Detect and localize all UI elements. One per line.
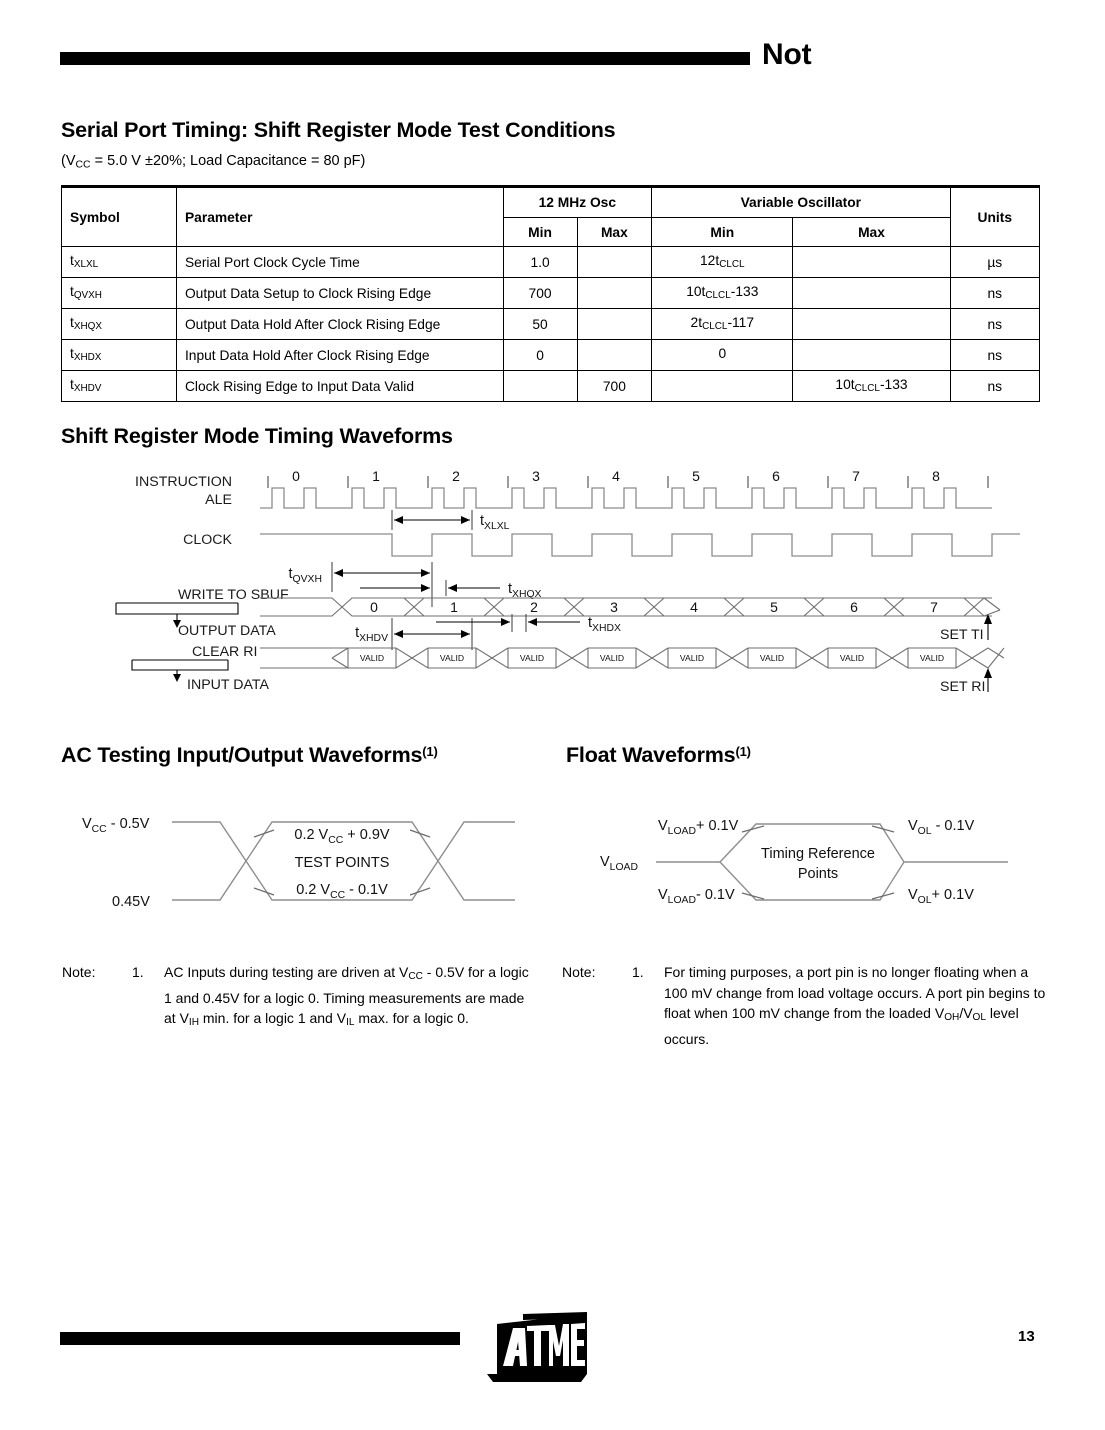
cell-parameter: Clock Rising Edge to Input Data Valid <box>176 371 503 402</box>
write-sbuf-bracket <box>116 603 238 614</box>
cell-units: ns <box>950 340 1039 371</box>
cell-symbol: $t_{QVXH}$ <box>62 278 177 309</box>
note-number: 1. <box>632 964 644 980</box>
timing-parameters-table <box>61 185 1040 402</box>
timing-mark-txhqx: $t_{XHQX}$ <box>508 581 542 600</box>
set-ti-label: SET TI <box>940 627 984 643</box>
instruction-number: 1 <box>372 468 380 484</box>
instruction-cycle-numbers <box>292 468 940 484</box>
input-data-bus <box>260 648 1004 668</box>
ale-waveform <box>260 476 992 508</box>
shift-register-timing-diagram <box>60 462 1040 702</box>
cell-max-12mhz <box>577 278 652 309</box>
waveform-label-ale: ALE <box>205 492 232 508</box>
col-header-variable-oscillator: Variable Oscillator <box>652 187 950 218</box>
valid-cell-label: VALID <box>919 653 945 663</box>
output-data-number: 3 <box>610 599 618 615</box>
waveform-label-output-data: OUTPUT DATA <box>178 623 276 639</box>
table-row <box>62 340 1040 371</box>
valid-cell-label: VALID <box>759 653 785 663</box>
note-text: AC Inputs during testing are driven at $V_{CC} - 0.5V$ for a logic 1 and 0.45V for a logic 0. Timing measurements are made at $V_{IH}$ min. for a logic 1 and $V_{IL}$ max. for a logic 0. <box>164 964 529 1029</box>
ac-testing-heading-text: AC Testing Input/Output Waveforms <box>61 743 423 767</box>
cell-max-12mhz <box>577 309 652 340</box>
valid-cell-label: VALID <box>679 653 705 663</box>
header-rule <box>60 52 750 65</box>
output-data-number: 1 <box>450 599 458 615</box>
cell-parameter: Input Data Hold After Clock Rising Edge <box>176 340 503 371</box>
cell-max-12mhz: 700 <box>577 371 652 402</box>
waveform-label-input-data: INPUT DATA <box>187 677 269 693</box>
cell-max-12mhz <box>577 340 652 371</box>
cell-parameter: Output Data Setup to Clock Rising Edge <box>176 278 503 309</box>
output-data-number: 7 <box>930 599 938 615</box>
float-vol-minus-label: $V_{OL} - 0.1V$ <box>908 818 975 837</box>
timing-mark-txhdv: $t_{XHDV}$ <box>355 625 388 644</box>
ac-low-level-label: 0.45V <box>112 894 150 910</box>
valid-cell-label: VALID <box>839 653 865 663</box>
table-row <box>62 309 1040 340</box>
instruction-number: 8 <box>932 468 940 484</box>
caption-post: = 5.0 V ±20%; Load Capacitance = 80 pF) <box>90 153 366 169</box>
cell-min-12mhz: 1.0 <box>503 247 577 278</box>
float-vload-label: $V_{LOAD}$ <box>600 854 638 873</box>
section-heading-shift-register-waveforms: Shift Register Mode Timing Waveforms <box>61 424 453 448</box>
cell-parameter: Serial Port Clock Cycle Time <box>176 247 503 278</box>
cell-max-variable <box>793 247 950 278</box>
section-caption-conditions <box>61 153 365 170</box>
ac-test-point-high: 0.2 $V_{CC} + 0.9V$ <box>294 827 390 846</box>
col-header-min-variable: Min <box>652 218 793 247</box>
cell-units: ns <box>950 371 1039 402</box>
dimension-tqvxh <box>289 562 430 592</box>
float-vload-minus-label: $V_{LOAD}-$ 0.1V <box>658 887 735 906</box>
cell-min-variable: $10t_{CLCL}-133$ <box>652 278 793 309</box>
section-heading-float-waveforms <box>566 743 751 768</box>
col-header-12mhz-osc: 12 MHz Osc <box>503 187 652 218</box>
atmel-logo <box>483 1312 603 1389</box>
instruction-number: 5 <box>692 468 700 484</box>
clock-waveform <box>260 534 1020 556</box>
waveform-label-clear-ri: CLEAR RI <box>192 644 258 660</box>
output-data-number: 6 <box>850 599 858 615</box>
timing-mark-txlxl: $t_{XLXL}$ <box>480 513 510 532</box>
col-header-units: Units <box>950 187 1039 247</box>
float-center-line2: Points <box>797 866 839 882</box>
float-vload-plus-label: $V_{LOAD}+ 0.1V$ <box>658 818 739 837</box>
clear-ri-arrow-head <box>173 674 181 682</box>
valid-cell-label: VALID <box>359 653 385 663</box>
table-row <box>62 371 1040 402</box>
caption-pre: (V <box>61 153 76 169</box>
dimension-txhdx <box>436 614 621 634</box>
dimension-txlxl <box>392 510 510 532</box>
note-text: For timing purposes, a port pin is no longer floating when a 100 mV change from load voltage occurs. A port pin begins to float when 100 mV change from the loaded $V_{OH}/V_{OL}$ level occurs. <box>664 964 1046 1047</box>
cell-symbol: $t_{XLXL}$ <box>62 247 177 278</box>
footer-rule <box>60 1332 460 1345</box>
cell-symbol: $t_{XHQX}$ <box>62 309 177 340</box>
cell-min-12mhz: 50 <box>503 309 577 340</box>
cell-units: ns <box>950 309 1039 340</box>
cell-max-variable <box>793 309 950 340</box>
cell-min-12mhz: 700 <box>503 278 577 309</box>
page-number: 13 <box>1018 1328 1035 1345</box>
ac-testing-heading-note: (1) <box>422 744 438 760</box>
cell-units: ns <box>950 278 1039 309</box>
section-heading-serial-port-timing: Serial Port Timing: Shift Register Mode Test Conditions <box>61 118 616 142</box>
waveform-label-write-to-sbuf: WRITE TO SBUF <box>178 587 289 603</box>
section-heading-ac-testing <box>61 743 438 768</box>
table-row <box>62 278 1040 309</box>
instruction-number: 2 <box>452 468 460 484</box>
col-header-symbol: Symbol <box>62 187 177 247</box>
timing-mark-txhdx: $t_{XHDX}$ <box>588 615 621 634</box>
cell-max-variable <box>793 340 950 371</box>
col-header-max-variable: Max <box>793 218 950 247</box>
cell-min-variable: $2t_{CLCL}-117$ <box>652 309 793 340</box>
dimension-txhdv <box>355 618 472 650</box>
valid-cell-label: VALID <box>519 653 545 663</box>
instruction-number: 3 <box>532 468 540 484</box>
instruction-number: 0 <box>292 468 300 484</box>
table-row <box>62 247 1040 278</box>
cell-min-variable <box>652 371 793 402</box>
ac-test-point-low: 0.2 $V_{CC} - 0.1V$ <box>296 882 388 901</box>
cell-min-12mhz: 0 <box>503 340 577 371</box>
table-header-row-primary <box>62 187 1040 218</box>
output-data-number: 0 <box>370 599 378 615</box>
float-waveform-figure <box>560 800 1040 930</box>
cell-symbol: $t_{XHDX}$ <box>62 340 177 371</box>
valid-cell-label: VALID <box>599 653 625 663</box>
set-ri-label: SET RI <box>940 679 986 695</box>
cell-units: µs <box>950 247 1039 278</box>
float-heading-text: Float Waveforms <box>566 743 736 767</box>
cell-max-variable <box>793 278 950 309</box>
output-data-number: 2 <box>530 599 538 615</box>
set-ri-annotation <box>940 668 992 695</box>
col-header-parameter: Parameter <box>176 187 503 247</box>
note-label: Note: <box>562 964 596 980</box>
ac-test-points-label: TEST POINTS <box>294 855 390 871</box>
cell-min-variable: $12t_{CLCL}$ <box>652 247 793 278</box>
float-center-line1: Timing Reference <box>761 846 875 862</box>
output-data-number: 4 <box>690 599 698 615</box>
cell-symbol: $t_{XHDV}$ <box>62 371 177 402</box>
cell-min-12mhz <box>503 371 577 402</box>
waveform-label-clock: CLOCK <box>183 532 232 548</box>
instruction-number: 6 <box>772 468 780 484</box>
note-label: Note: <box>62 964 96 980</box>
timing-mark-tqvxh: $t_{QVXH}$ <box>288 566 322 585</box>
table-body <box>62 247 1040 402</box>
instruction-number: 4 <box>612 468 620 484</box>
float-heading-note: (1) <box>735 744 751 760</box>
waveform-label-instruction: INSTRUCTION <box>135 474 232 490</box>
col-header-max-12mhz: Max <box>577 218 652 247</box>
ac-high-level-label: $V_{CC} - 0.5V$ <box>82 816 150 835</box>
clear-ri-bracket <box>132 660 228 670</box>
caption-sub: CC <box>75 159 91 171</box>
cell-max-12mhz <box>577 247 652 278</box>
ac-testing-waveform-figure <box>60 800 540 930</box>
instruction-number: 7 <box>852 468 860 484</box>
set-ti-annotation <box>940 614 992 643</box>
cell-min-variable: 0 <box>652 340 793 371</box>
page-header-title: Not <box>762 38 812 71</box>
col-header-min-12mhz: Min <box>503 218 577 247</box>
valid-cell-label: VALID <box>439 653 465 663</box>
cell-parameter: Output Data Hold After Clock Rising Edge <box>176 309 503 340</box>
output-data-bus <box>260 598 1000 616</box>
cell-max-variable: $10t_{CLCL}-133$ <box>793 371 950 402</box>
float-vol-plus-label: $V_{OL}+ 0.1V$ <box>908 887 974 906</box>
output-data-number: 5 <box>770 599 778 615</box>
set-ri-arrow-head <box>984 668 992 678</box>
note-number: 1. <box>132 964 144 980</box>
